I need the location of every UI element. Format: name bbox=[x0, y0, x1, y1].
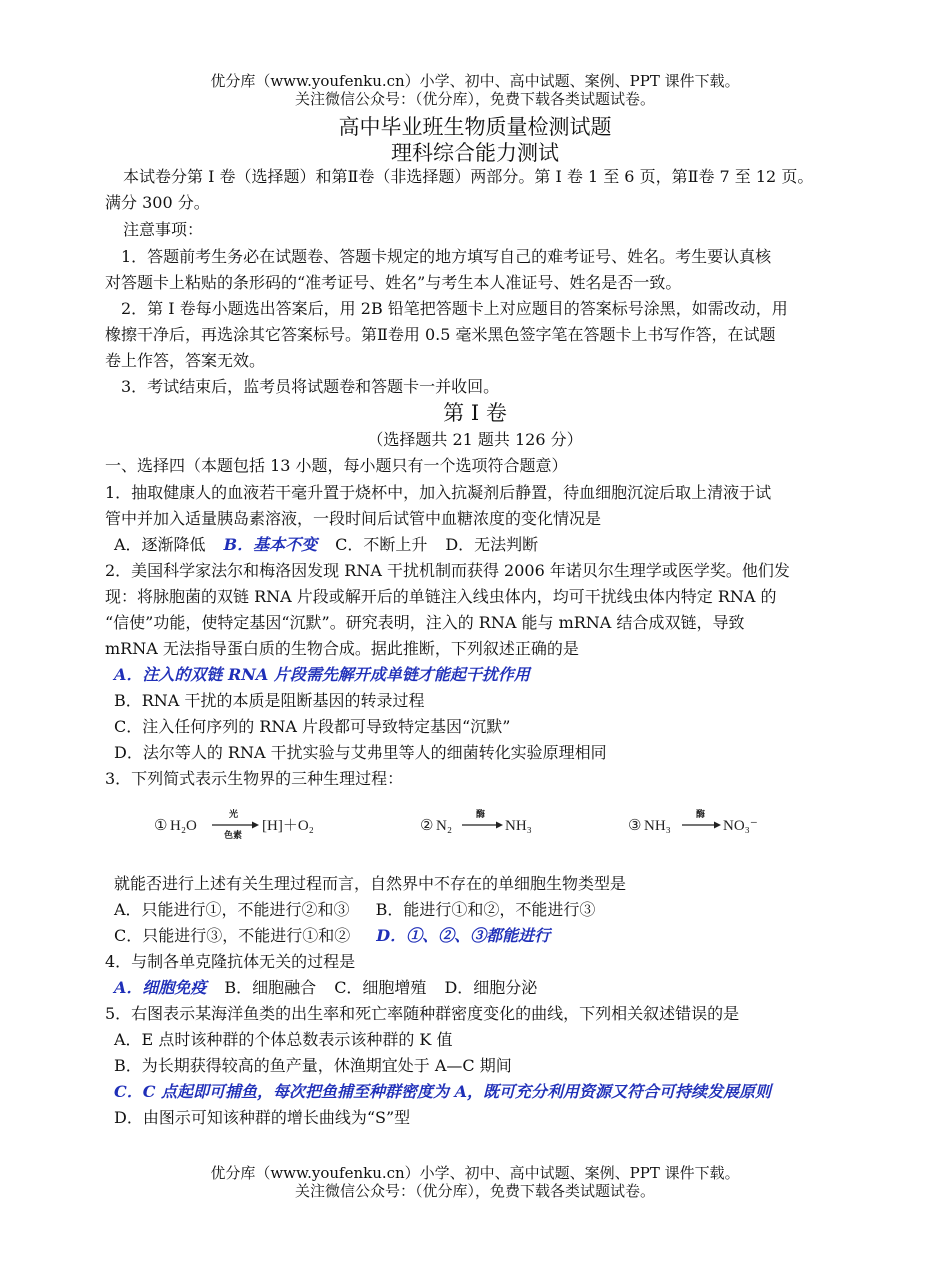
formula-1-condition-bottom: 色素 bbox=[224, 831, 243, 841]
note-1b: 对答题卡上粘贴的条形码的“准考证号、姓名”与考生本人准证号、姓名是否一致。 bbox=[105, 273, 682, 292]
q1-stem-1: 1．抽取健康人的血液若干毫升置于烧杯中，加入抗凝剂后静置，待血细胞沉淀后取上清液于试 bbox=[105, 483, 772, 502]
q4-option-d: D．细胞分泌 bbox=[444, 978, 538, 997]
header-line-1: 优分库（www.youfenku.cn）小学、初中、高中试题、案例、PPT 课件下载。 bbox=[210, 72, 740, 90]
formula-1-arrow-head bbox=[252, 822, 259, 829]
q1-option-a: A．逐渐降低 bbox=[114, 535, 206, 554]
formula-2-reactant: N₂ bbox=[436, 818, 453, 834]
q2-option-a-answer: A．注入的双链 RNA 片段需先解开成单链才能起干扰作用 bbox=[114, 665, 530, 684]
q3-option-c: C．只能进行③，不能进行①和② bbox=[114, 926, 351, 945]
header-line-2: 关注微信公众号：（优分库），免费下载各类试题试卷。 bbox=[294, 90, 655, 108]
part-subtitle: （选择题共 21 题共 126 分） bbox=[367, 430, 583, 449]
q4-option-c: C．细胞增殖 bbox=[334, 978, 427, 997]
note-1a: 1．答题前考生务必在试题卷、答题卡规定的地方填写自己的难考证号、姓名。考生要认真核 bbox=[121, 247, 772, 266]
footer-line-2: 关注微信公众号：（优分库），免费下载各类试题试卷。 bbox=[294, 1182, 655, 1200]
formula-1-product: [H]＋O₂ bbox=[262, 818, 314, 834]
formula-3 bbox=[628, 808, 758, 834]
formula-3-number: ③ bbox=[628, 818, 642, 834]
formula-2-arrow-head bbox=[496, 822, 503, 829]
q5-stem: 5．右图表示某海洋鱼类的出生率和死亡率随种群密度变化的曲线，下列相关叙述错误的是 bbox=[105, 1004, 740, 1023]
q4-option-b: B．细胞融合 bbox=[224, 978, 317, 997]
note-2b: 橡擦干净后，再选涂其它答案标号。第Ⅱ卷用 0.5 毫米黑色签字笔在答题卡上书写作答，在试题 bbox=[105, 325, 776, 344]
note-2c: 卷上作答，答案无效。 bbox=[105, 351, 266, 370]
page-title: 高中毕业班生物质量检测试题 bbox=[338, 115, 612, 139]
q3-option-a: A．只能进行①，不能进行②和③ bbox=[114, 900, 350, 919]
q3-formulas bbox=[140, 800, 780, 846]
q2-option-c: C．注入任何序列的 RNA 片段都可导致特定基因“沉默” bbox=[114, 717, 511, 736]
formula-2-product: NH₃ bbox=[505, 818, 532, 834]
page-subtitle: 理科综合能力测试 bbox=[391, 141, 559, 165]
formula-2-condition-top: 酶 bbox=[476, 810, 486, 820]
q4-option-a-answer: A．细胞免疫 bbox=[114, 978, 207, 997]
notes-title: 注意事项： bbox=[123, 220, 204, 239]
formula-1-number: ① bbox=[154, 818, 168, 834]
q5-option-d: D．由图示可知该种群的增长曲线为“S”型 bbox=[114, 1108, 411, 1127]
q2-stem-2: 现：将脉胞菌的双链 RNA 片段或解开后的单链注入线虫体内，均可干扰线虫体内特定 RNA 的 bbox=[105, 587, 777, 606]
q3-options-row-2 bbox=[114, 925, 550, 947]
q4-options bbox=[114, 977, 537, 999]
q1-options bbox=[114, 534, 538, 556]
intro-line-2: 满分 300 分。 bbox=[105, 193, 210, 212]
formula-3-condition-top: 酶 bbox=[696, 810, 706, 820]
q3-options-row-1 bbox=[114, 899, 595, 921]
formula-3-product: NO₃⁻ bbox=[723, 818, 758, 834]
q1-option-b-answer: B．基本不变 bbox=[223, 535, 318, 554]
q2-option-b: B．RNA 干扰的本质是阻断基因的转录过程 bbox=[114, 691, 425, 710]
q5-option-a: A．E 点时该种群的个体总数表示该种群的 K 值 bbox=[114, 1030, 453, 1049]
formula-3-reactant: NH₃ bbox=[644, 818, 671, 834]
section-heading: 一、选择四（本题包括 13 小题，每小题只有一个选项符合题意） bbox=[105, 456, 568, 475]
q5-option-c-answer: C．C 点起即可捕鱼，每次把鱼捕至种群密度为 A，既可充分利用资源又符合可持续发展原则 bbox=[114, 1082, 772, 1101]
q2-stem-4: mRNA 无法指导蛋白质的生物合成。据此推断，下列叙述正确的是 bbox=[105, 639, 579, 658]
q4-stem: 4．与制各单克隆抗体无关的过程是 bbox=[105, 952, 356, 971]
formula-2 bbox=[420, 808, 532, 834]
q3-stem: 3．下列简式表示生物界的三种生理过程： bbox=[105, 769, 404, 788]
q2-option-d: D．法尔等人的 RNA 干扰实验与艾弗里等人的细菌转化实验原理相同 bbox=[114, 743, 607, 762]
note-2a: 2．第 I 卷每小题选出答案后，用 2B 铅笔把答题卡上对应题目的答案标号涂黑，如需改动，用 bbox=[121, 299, 788, 318]
note-3: 3．考试结束后，监考员将试题卷和答题卡一并收回。 bbox=[121, 377, 500, 396]
footer-line-1: 优分库（www.youfenku.cn）小学、初中、高中试题、案例、PPT 课件下载。 bbox=[210, 1164, 740, 1182]
formula-1-condition-top: 光 bbox=[229, 810, 239, 820]
q1-option-c: C．不断上升 bbox=[335, 535, 428, 554]
q3-option-b: B．能进行①和②，不能进行③ bbox=[375, 900, 596, 919]
intro-line-1: 本试卷分第 I 卷（选择题）和第Ⅱ卷（非选择题）两部分。第 I 卷 1 至 6 页，第Ⅱ卷 7 至 12 页。 bbox=[123, 167, 814, 186]
formula-3-arrow-head bbox=[714, 822, 721, 829]
q3-stem-2: 就能否进行上述有关生理过程而言，自然界中不存在的单细胞生物类型是 bbox=[114, 874, 627, 893]
q1-option-d: D．无法判断 bbox=[445, 535, 539, 554]
q5-option-b: B．为长期获得较高的鱼产量，休渔期宜处于 A—C 期间 bbox=[114, 1056, 512, 1075]
formula-2-number: ② bbox=[420, 818, 434, 834]
formula-1-reactant: H₂O bbox=[170, 818, 197, 834]
part-title: 第 I 卷 bbox=[443, 401, 507, 425]
q2-stem-1: 2．美国科学家法尔和梅洛因发现 RNA 干扰机制而获得 2006 年诺贝尔生理学或医学奖。他们发 bbox=[105, 561, 790, 580]
q2-stem-3: “信使”功能，使特定基因“沉默”。研究表明，注入的 RNA 能与 mRNA 结合成双链，导致 bbox=[105, 613, 745, 632]
q3-option-d-answer: D．①、②、③都能进行 bbox=[376, 926, 551, 945]
formula-1 bbox=[154, 808, 314, 841]
q1-stem-2: 管中并加入适量胰岛素溶液，一段时间后试管中血糖浓度的变化情况是 bbox=[105, 509, 602, 528]
